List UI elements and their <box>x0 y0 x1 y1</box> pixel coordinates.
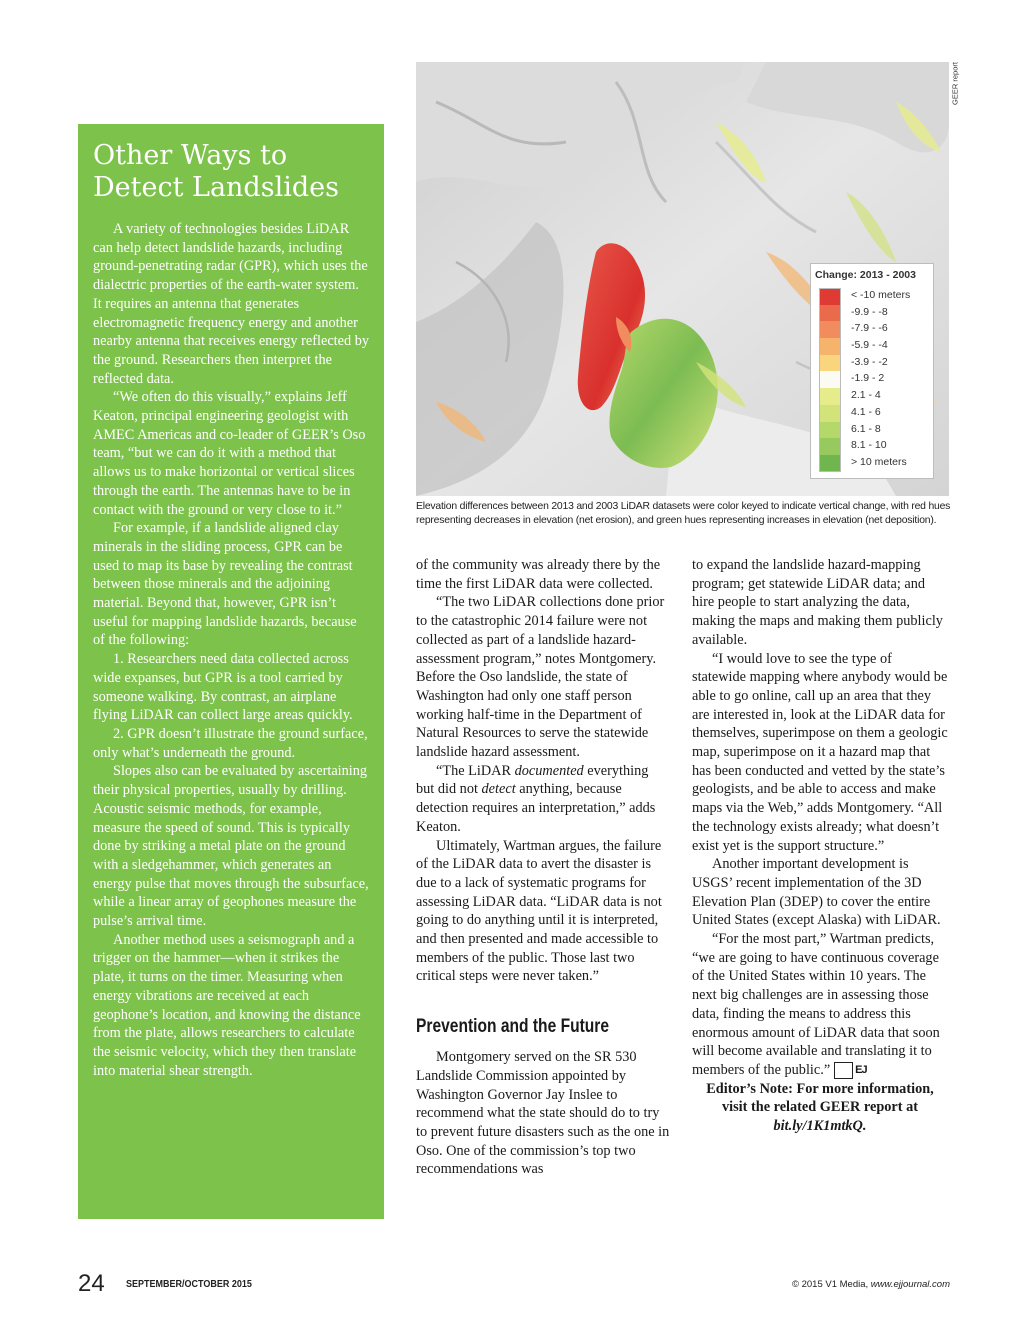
legend-label: -9.9 - -8 <box>851 305 888 318</box>
text-run: everything but did not <box>416 762 649 798</box>
ej-end-logo: EJ <box>834 1062 853 1079</box>
legend-item <box>819 438 931 455</box>
legend-item <box>819 371 931 388</box>
article-paragraph: “I would love to see the type of statewide mapping where anybody would be able to go online, call up an area that they are interested in, look at the LiDAR data for themselves, superimpose on them a geologic map, superimpose on it a hazard map that has been conducted and vetted by the state’s geologists, and be able to access and make maps via the Web,” adds Montgomery. “All the technology exists already; what doesn’t exist yet is the support structure.” <box>692 650 948 854</box>
sidebar-paragraph: A variety of technologies besides LiDAR can help detect landslide hazards, including ground-penetrating radar (GPR), which uses the dialectric properties of the earth-water system. It requires an antenna that generates electromagnetic frequency energy and another nearby antenna that receives energy reflected by the ground. Researchers then interpret the reflected data. <box>93 221 369 387</box>
legend-item <box>819 455 931 472</box>
emphasis-documented: documented <box>514 762 584 779</box>
text-run: “For the most part,” Wartman predicts, “we are going to have continuous coverage of the United States within 10 years. The next big challenges are in assessing those data, finding the means to address this enormous amount of LiDAR data that soon will become available and translating it to members of the public.” <box>692 931 940 1078</box>
editor-note <box>692 1080 948 1136</box>
sidebar-paragraph: Slopes also can be evaluated by ascertaining their physical properties, usually by drilling. Acoustic seismic methods, for example, measure the speed of sound. This is typically done by striking a metal plate on the ground with a sledgehammer, which generates an energy pulse that moves through the subsurface, while a linear array of geophones measure the pulse’s arrival time. <box>93 763 369 930</box>
legend-swatch <box>819 321 841 338</box>
issue-date: SEPTEMBER/OCTOBER 2015 <box>126 1279 252 1290</box>
image-credit <box>946 62 962 112</box>
legend-swatch <box>819 338 841 355</box>
legend-item <box>819 355 931 372</box>
legend-item <box>819 288 931 305</box>
legend-swatch <box>819 405 841 422</box>
article-column-1 <box>416 556 670 1179</box>
article-paragraph: of the community was already there by the time the first LiDAR data were collected. <box>416 557 661 592</box>
legend-label: -1.9 - 2 <box>851 372 885 385</box>
article-paragraph: to expand the landslide hazard-mapping program; get statewide LiDAR data; and hire people to start analyzing the data, making the maps and making them publicly available. <box>692 557 943 648</box>
legend-label: 6.1 - 8 <box>851 422 881 435</box>
copyright-line <box>782 1279 950 1290</box>
legend-item <box>819 305 931 322</box>
figure-caption: Elevation differences between 2013 and 2003 LiDAR datasets were color keyed to indicate vertical change, with red hues representing decreases in elevation (net erosion), and green hues representing increases in elevation (net deposition). <box>416 501 951 526</box>
legend-swatch <box>819 305 841 322</box>
copyright-prefix: © 2015 V1 Media, <box>791 1279 871 1290</box>
website-link[interactable]: www.ejjournal.com <box>870 1279 950 1290</box>
section-heading: Prevention and the Future <box>416 1016 610 1038</box>
legend-label: 4.1 - 6 <box>851 405 881 418</box>
article-paragraph: Montgomery served on the SR 530 Landslide Commission appointed by Washington Governor Jay Inslee to recommend what the state should do to try to prevent future disasters such as the one in Oso. One of the commission’s top two recommendations was <box>416 1049 670 1178</box>
article-paragraph-last <box>692 930 948 1080</box>
legend-swatch <box>819 422 841 439</box>
editor-note-link[interactable]: bit.ly/1K1mtkQ. <box>773 1118 867 1135</box>
sidebar-paragraph: 1. Researchers need data collected across wide expanses, but GPR is a tool carried by someone walking. By contrast, an airplane flying LiDAR can collect large areas quickly. <box>93 651 353 724</box>
article-paragraph-documented <box>416 762 670 837</box>
sidebar-body <box>93 220 369 1080</box>
legend-item <box>819 422 931 439</box>
legend-swatch <box>819 355 841 372</box>
legend-item <box>819 321 931 338</box>
legend-label: < -10 meters <box>851 289 911 301</box>
legend-item <box>819 388 931 405</box>
page-number: 24 <box>78 1270 105 1297</box>
editor-note-text: Editor’s Note: For more information, visit the related GEER report at <box>706 1080 934 1116</box>
legend-label: > 10 meters <box>851 455 907 468</box>
legend-item <box>819 405 931 422</box>
article-paragraph: Ultimately, Wartman argues, the failure of the LiDAR data to avert the disaster is due to a lack of systematic programs for assessing LiDAR data. “LiDAR data is not going to do anything until it is interpreted, and then presented and made accessible to members of the public. Those last two critical steps were never taken.” <box>416 837 662 985</box>
article-paragraph: Another important development is USGS’ recent implementation of the 3D Elevation Plan (3DEP) to cover the entire United States (except Alaska) with LiDAR. <box>692 856 941 929</box>
legend-label: 8.1 - 10 <box>851 439 887 452</box>
legend-rows <box>819 288 931 472</box>
legend-swatch <box>819 438 841 455</box>
lidar-change-map <box>416 62 949 496</box>
sidebar-paragraph: For example, if a landslide aligned clay minerals in the sliding process, GPR can be used to map its base by revealing the contrast between those minerals and the adjoining material. Beyond that, however, GPR isn’t useful for mapping landslide hazards, because of the following: <box>93 520 357 649</box>
legend-swatch <box>819 455 841 472</box>
image-credit-text: GEER report <box>950 62 960 105</box>
sidebar-paragraph: 2. GPR doesn’t illustrate the ground surface, only what’s underneath the ground. <box>93 725 368 761</box>
sidebar-title: Other Ways to Detect Landslides <box>93 140 339 203</box>
sidebar-paragraph: Another method uses a seismograph and a trigger on the hammer—when it strikes the plate, it turns on the timer. Measuring when energy vibrations are received at each geophone’s location, and knowing the distance from the plate, allows researchers to calculate the seismic velocity, which they then translate into material shear strength. <box>93 931 361 1079</box>
legend-swatch <box>819 388 841 405</box>
text-run: “The LiDAR <box>436 762 515 779</box>
legend-label: -3.9 - -2 <box>851 355 888 368</box>
article-column-2 <box>692 556 948 1136</box>
sidebar-paragraph: “We often do this visually,” explains Jeff Keaton, principal engineering geologist with AMEC Americas and co-leader of GEER’s Oso team, “but we can do it with a method that allows us to make horizontal or vertical slices through the earth. The antennas have to be in contact with the ground or very close to it.” <box>93 389 366 518</box>
legend-item <box>819 338 931 355</box>
sidebar-box <box>78 124 384 1219</box>
legend-label: 2.1 - 4 <box>851 389 881 402</box>
text-run: anything, because detection requires an interpretation,” adds Keaton. <box>416 781 656 835</box>
legend-swatch <box>819 371 841 388</box>
legend-swatch <box>819 288 841 305</box>
emphasis-detect: detect <box>481 781 516 798</box>
article-paragraph: “The two LiDAR collections done prior to the catastrophic 2014 failure were not collected as part of a landslide hazard-assessment program,” notes Montgomery. Before the Oso landslide, the state of Washington had only one staff person working half-time in the Department of Natural Resources to serve the statewide landslide hazard assessment. <box>416 594 665 761</box>
map-legend <box>810 263 934 479</box>
legend-label: -7.9 - -6 <box>851 322 888 335</box>
legend-label: -5.9 - -4 <box>851 339 888 352</box>
legend-title: Change: 2013 - 2003 <box>815 269 916 281</box>
